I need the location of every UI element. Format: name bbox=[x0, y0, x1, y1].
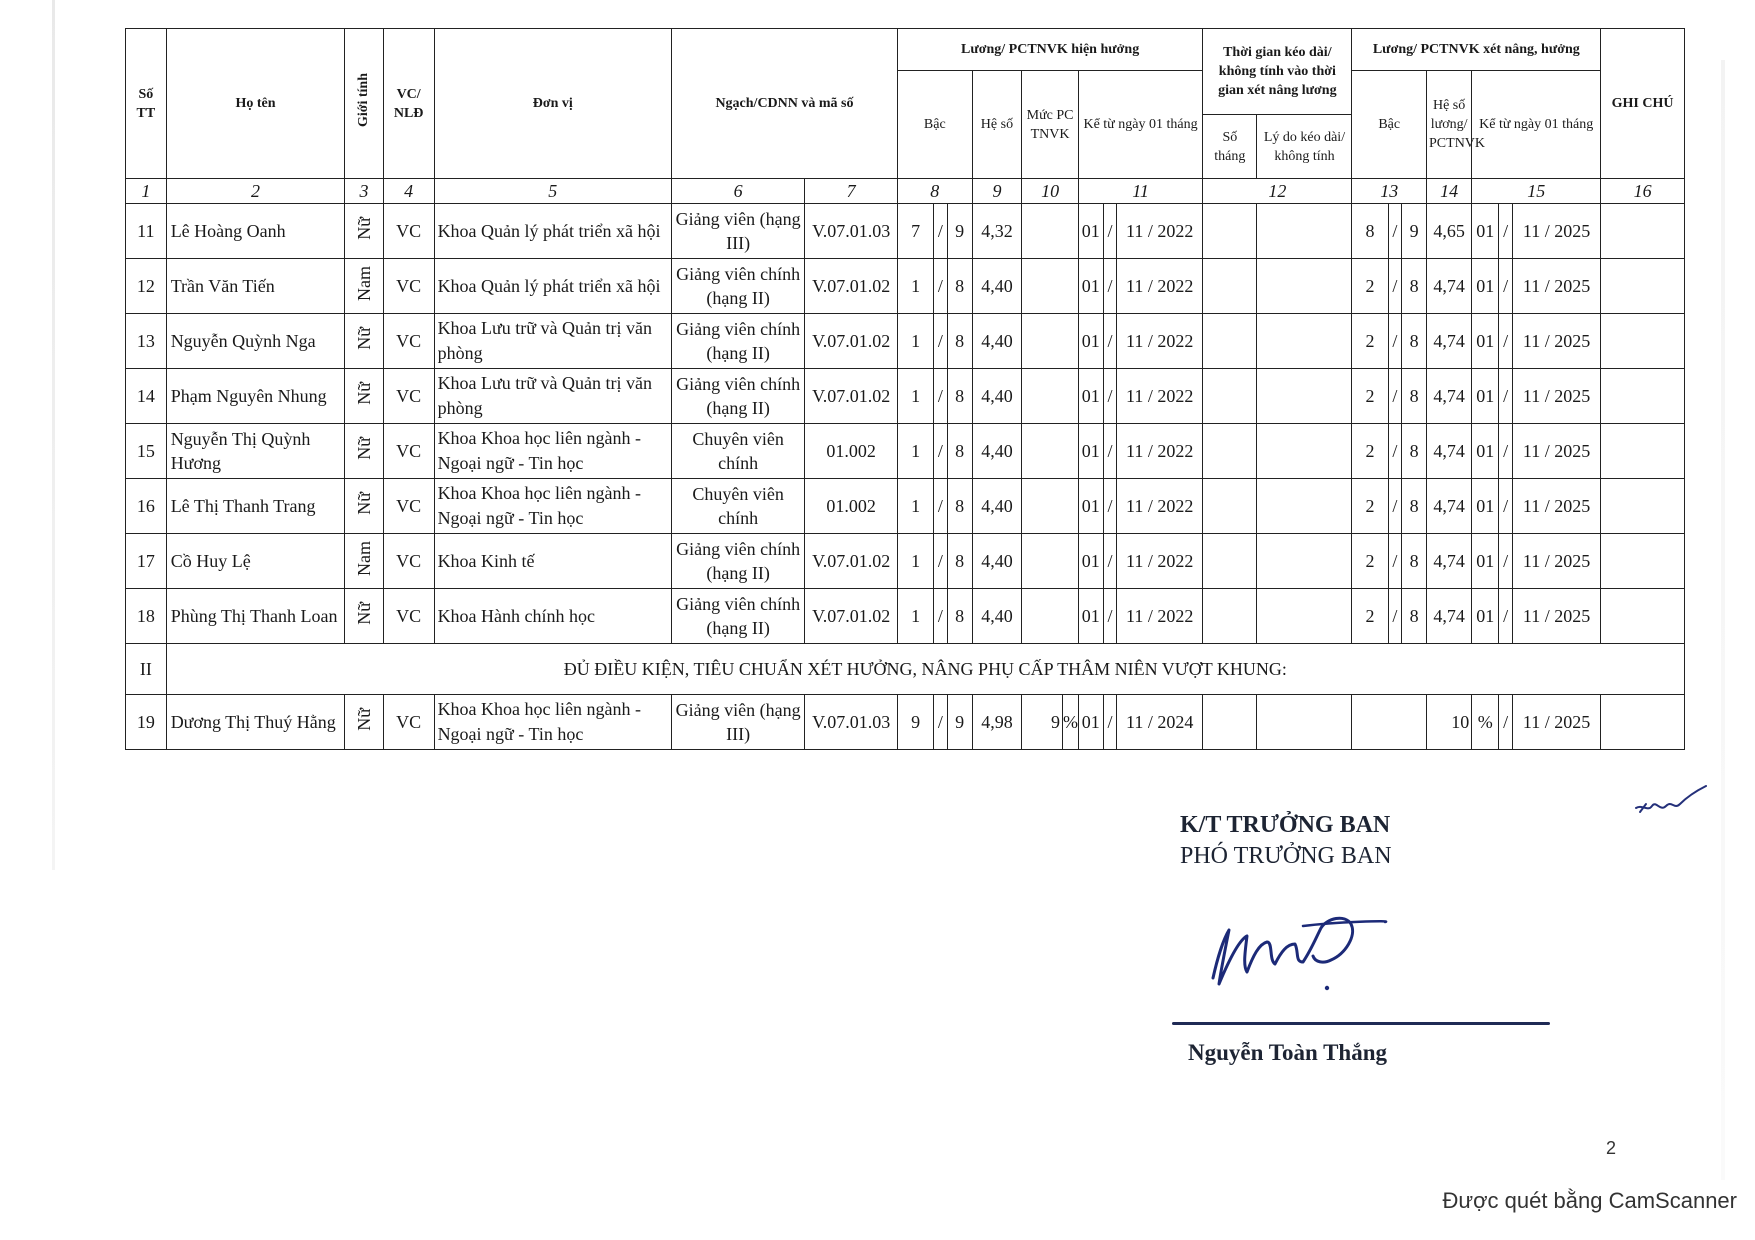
row-new-day: 01 bbox=[1472, 479, 1499, 534]
row-rank: Giảng viên chính (hạng II) bbox=[671, 369, 804, 424]
row-pc bbox=[1022, 259, 1079, 314]
row-rank: Giảng viên chính (hạng II) bbox=[671, 589, 804, 644]
section-row bbox=[126, 644, 1685, 695]
row-stt: 11 bbox=[126, 204, 167, 259]
scan-edge-right bbox=[1721, 60, 1725, 1180]
row-date: 11 / 2022 bbox=[1117, 479, 1203, 534]
row-stt: 16 bbox=[126, 479, 167, 534]
row-stt: 15 bbox=[126, 424, 167, 479]
row-name: Nguyễn Quỳnh Nga bbox=[166, 314, 345, 369]
row-new-bac-b: 8 bbox=[1402, 369, 1427, 424]
row-new-bac-b: 9 bbox=[1402, 204, 1427, 259]
row-date: 11 / 2022 bbox=[1117, 589, 1203, 644]
signature-block bbox=[1180, 812, 1480, 870]
row-new-day: 01 bbox=[1472, 369, 1499, 424]
row-gender: Nữ bbox=[345, 695, 383, 750]
row-new-heso: 4,65 bbox=[1427, 204, 1472, 259]
row-day: 01 bbox=[1078, 204, 1103, 259]
row-new-heso: 4,74 bbox=[1427, 314, 1472, 369]
row-new-date: 11 / 2025 bbox=[1512, 314, 1600, 369]
table-row bbox=[126, 479, 1685, 534]
header-new-from-date: Kể từ ngày 01 tháng bbox=[1472, 71, 1601, 179]
row-type: VC bbox=[383, 259, 434, 314]
page-number: 2 bbox=[1606, 1138, 1617, 1158]
row-rank: Giảng viên chính (hạng II) bbox=[671, 259, 804, 314]
row-heso: 4,40 bbox=[972, 479, 1022, 534]
slash: / bbox=[1103, 204, 1117, 259]
col-num-15: 15 bbox=[1472, 179, 1601, 204]
row-new-heso: 4,74 bbox=[1427, 369, 1472, 424]
row-reason bbox=[1257, 424, 1352, 479]
row-heso: 4,40 bbox=[972, 314, 1022, 369]
row-gender: Nữ bbox=[345, 204, 383, 259]
slash: / bbox=[1499, 589, 1513, 644]
table-row bbox=[126, 695, 1685, 750]
row-months bbox=[1203, 695, 1257, 750]
row-type: VC bbox=[383, 479, 434, 534]
col-num-8: 8 bbox=[898, 179, 973, 204]
row-bac-b: 8 bbox=[947, 369, 972, 424]
slash: / bbox=[934, 259, 948, 314]
col-num-6: 6 bbox=[671, 179, 804, 204]
row-bac-b: 8 bbox=[947, 314, 972, 369]
slash: / bbox=[1499, 534, 1513, 589]
row-new-date: 11 / 2025 bbox=[1512, 479, 1600, 534]
row-new-day: 01 bbox=[1472, 259, 1499, 314]
initial-mark bbox=[1632, 782, 1710, 822]
row-new-bac-a: 2 bbox=[1352, 534, 1388, 589]
row-type: VC bbox=[383, 204, 434, 259]
slash: / bbox=[1499, 259, 1513, 314]
row-new-date: 11 / 2025 bbox=[1512, 204, 1600, 259]
slash: / bbox=[1103, 369, 1117, 424]
row-note bbox=[1601, 204, 1685, 259]
row-bac-a: 9 bbox=[898, 695, 934, 750]
row-gender: Nam bbox=[345, 259, 383, 314]
header-months: Số tháng bbox=[1203, 115, 1257, 179]
row-note bbox=[1601, 314, 1685, 369]
header-new-bac: Bậc bbox=[1352, 71, 1427, 179]
row-code: V.07.01.02 bbox=[805, 369, 898, 424]
slash: / bbox=[1499, 204, 1513, 259]
row-new-pc-unit: % bbox=[1472, 695, 1499, 750]
header-from-date: Kể từ ngày 01 tháng bbox=[1078, 71, 1202, 179]
table-row bbox=[126, 204, 1685, 259]
row-unit: Khoa Quản lý phát triển xã hội bbox=[434, 259, 671, 314]
row-bac-a: 1 bbox=[898, 589, 934, 644]
row-rank: Giảng viên (hạng III) bbox=[671, 204, 804, 259]
col-num-10: 10 bbox=[1022, 179, 1079, 204]
row-code: V.07.01.03 bbox=[805, 204, 898, 259]
row-reason bbox=[1257, 259, 1352, 314]
row-new-day: 01 bbox=[1472, 204, 1499, 259]
row-gender: Nữ bbox=[345, 479, 383, 534]
row-date: 11 / 2022 bbox=[1117, 369, 1203, 424]
row-code: 01.002 bbox=[805, 479, 898, 534]
row-unit: Khoa Hành chính học bbox=[434, 589, 671, 644]
slash: / bbox=[934, 424, 948, 479]
row-bac-b: 9 bbox=[947, 695, 972, 750]
row-gender: Nữ bbox=[345, 589, 383, 644]
row-day: 01 bbox=[1078, 424, 1103, 479]
row-pc bbox=[1022, 204, 1079, 259]
row-day: 01 bbox=[1078, 259, 1103, 314]
row-stt: 12 bbox=[126, 259, 167, 314]
row-months bbox=[1203, 369, 1257, 424]
table-row bbox=[126, 424, 1685, 479]
row-bac-b: 8 bbox=[947, 534, 972, 589]
row-new-date: 11 / 2025 bbox=[1512, 534, 1600, 589]
row-stt: 13 bbox=[126, 314, 167, 369]
signer-subtitle: PHÓ TRƯỞNG BAN bbox=[1180, 843, 1392, 869]
row-pc bbox=[1022, 534, 1079, 589]
row-months bbox=[1203, 534, 1257, 589]
row-months bbox=[1203, 479, 1257, 534]
row-gender: Nữ bbox=[345, 369, 383, 424]
row-new-pc: 10 bbox=[1427, 695, 1472, 750]
slash: / bbox=[1103, 534, 1117, 589]
row-reason bbox=[1257, 314, 1352, 369]
header-name: Họ tên bbox=[166, 29, 345, 179]
row-code: V.07.01.02 bbox=[805, 259, 898, 314]
row-date: 11 / 2022 bbox=[1117, 259, 1203, 314]
row-new-bac-b: 8 bbox=[1402, 259, 1427, 314]
slash: / bbox=[934, 369, 948, 424]
header-gender: Giới tính bbox=[345, 29, 383, 179]
row-day: 01 bbox=[1078, 479, 1103, 534]
slash: / bbox=[1388, 424, 1402, 479]
row-type: VC bbox=[383, 589, 434, 644]
row-code: 01.002 bbox=[805, 424, 898, 479]
row-bac-a: 1 bbox=[898, 534, 934, 589]
row-months bbox=[1203, 204, 1257, 259]
row-months bbox=[1203, 259, 1257, 314]
row-rank: Giảng viên (hạng III) bbox=[671, 695, 804, 750]
row-stt: 18 bbox=[126, 589, 167, 644]
row-date: 11 / 2024 bbox=[1117, 695, 1203, 750]
row-rank: Giảng viên chính (hạng II) bbox=[671, 314, 804, 369]
col-num-5: 5 bbox=[434, 179, 671, 204]
slash: / bbox=[1388, 204, 1402, 259]
row-unit: Khoa Lưu trữ và Quản trị văn phòng bbox=[434, 369, 671, 424]
row-pc bbox=[1022, 314, 1079, 369]
row-new-date: 11 / 2025 bbox=[1512, 424, 1600, 479]
col-num-2: 2 bbox=[166, 179, 345, 204]
col-num-16: 16 bbox=[1601, 179, 1685, 204]
row-new-bac-b: 8 bbox=[1402, 534, 1427, 589]
slash: / bbox=[1388, 369, 1402, 424]
row-stt: 14 bbox=[126, 369, 167, 424]
slash: / bbox=[1499, 369, 1513, 424]
row-stt: 17 bbox=[126, 534, 167, 589]
row-new-day: 01 bbox=[1472, 589, 1499, 644]
table-row bbox=[126, 369, 1685, 424]
row-name: Phạm Nguyên Nhung bbox=[166, 369, 345, 424]
row-day: 01 bbox=[1078, 534, 1103, 589]
slash: / bbox=[1499, 479, 1513, 534]
row-rank: Chuyên viên chính bbox=[671, 479, 804, 534]
slash: / bbox=[1388, 259, 1402, 314]
row-rank: Chuyên viên chính bbox=[671, 424, 804, 479]
slash: / bbox=[1103, 589, 1117, 644]
header-note: GHI CHÚ bbox=[1601, 29, 1685, 179]
row-new-bac-a: 8 bbox=[1352, 204, 1388, 259]
row-gender: Nữ bbox=[345, 314, 383, 369]
row-reason bbox=[1257, 479, 1352, 534]
row-months bbox=[1203, 424, 1257, 479]
row-gender: Nam bbox=[345, 534, 383, 589]
row-code: V.07.01.02 bbox=[805, 314, 898, 369]
col-num-14: 14 bbox=[1427, 179, 1472, 204]
row-new-bac-a: 2 bbox=[1352, 424, 1388, 479]
row-note bbox=[1601, 369, 1685, 424]
row-name: Lê Thị Thanh Trang bbox=[166, 479, 345, 534]
row-name: Lê Hoàng Oanh bbox=[166, 204, 345, 259]
row-day: 01 bbox=[1078, 695, 1103, 750]
scan-edge-left bbox=[52, 0, 55, 870]
row-months bbox=[1203, 314, 1257, 369]
row-unit: Khoa Khoa học liên ngành - Ngoại ngữ - Tin học bbox=[434, 695, 671, 750]
row-heso: 4,98 bbox=[972, 695, 1022, 750]
row-type: VC bbox=[383, 314, 434, 369]
row-date: 11 / 2022 bbox=[1117, 424, 1203, 479]
row-note bbox=[1601, 259, 1685, 314]
row-bac-b: 9 bbox=[947, 204, 972, 259]
header-reason: Lý do kéo dài/ không tính bbox=[1257, 115, 1352, 179]
slash: / bbox=[934, 695, 948, 750]
row-new-bac bbox=[1352, 695, 1427, 750]
row-date: 11 / 2022 bbox=[1117, 534, 1203, 589]
slash: / bbox=[934, 204, 948, 259]
salary-table bbox=[125, 28, 1685, 750]
slash: / bbox=[1499, 314, 1513, 369]
row-new-day: 01 bbox=[1472, 424, 1499, 479]
col-num-1: 1 bbox=[126, 179, 167, 204]
row-name: Phùng Thị Thanh Loan bbox=[166, 589, 345, 644]
row-new-bac-a: 2 bbox=[1352, 589, 1388, 644]
row-pc bbox=[1022, 369, 1079, 424]
row-months bbox=[1203, 589, 1257, 644]
section-number: II bbox=[126, 644, 167, 695]
row-new-bac-a: 2 bbox=[1352, 259, 1388, 314]
row-type: VC bbox=[383, 369, 434, 424]
handwritten-signature bbox=[1195, 900, 1385, 1010]
header-unit: Đơn vị bbox=[434, 29, 671, 179]
table-row bbox=[126, 314, 1685, 369]
row-pc bbox=[1022, 479, 1079, 534]
row-code: V.07.01.02 bbox=[805, 589, 898, 644]
slash: / bbox=[1103, 695, 1117, 750]
row-bac-b: 8 bbox=[947, 589, 972, 644]
header-new-heso: Hệ số lương/ PCTNVK bbox=[1427, 71, 1472, 179]
row-stt: 19 bbox=[126, 695, 167, 750]
slash: / bbox=[1388, 589, 1402, 644]
row-bac-b: 8 bbox=[947, 424, 972, 479]
slash: / bbox=[1499, 695, 1513, 750]
row-gender: Nữ bbox=[345, 424, 383, 479]
slash: / bbox=[1388, 534, 1402, 589]
row-day: 01 bbox=[1078, 314, 1103, 369]
row-new-date: 11 / 2025 bbox=[1512, 695, 1600, 750]
row-date: 11 / 2022 bbox=[1117, 314, 1203, 369]
row-unit: Khoa Lưu trữ và Quản trị văn phòng bbox=[434, 314, 671, 369]
row-reason bbox=[1257, 589, 1352, 644]
row-new-bac-a: 2 bbox=[1352, 479, 1388, 534]
col-num-7: 7 bbox=[805, 179, 898, 204]
row-unit: Khoa Kinh tế bbox=[434, 534, 671, 589]
slash: / bbox=[1499, 424, 1513, 479]
row-new-bac-b: 8 bbox=[1402, 314, 1427, 369]
table-row bbox=[126, 534, 1685, 589]
row-note bbox=[1601, 479, 1685, 534]
header-bac: Bậc bbox=[898, 71, 973, 179]
row-type: VC bbox=[383, 424, 434, 479]
row-heso: 4,40 bbox=[972, 589, 1022, 644]
row-bac-a: 1 bbox=[898, 369, 934, 424]
row-new-heso: 4,74 bbox=[1427, 424, 1472, 479]
row-new-date: 11 / 2025 bbox=[1512, 589, 1600, 644]
signature-underline bbox=[1172, 1022, 1550, 1025]
row-reason bbox=[1257, 534, 1352, 589]
row-unit: Khoa Quản lý phát triển xã hội bbox=[434, 204, 671, 259]
row-note bbox=[1601, 534, 1685, 589]
row-bac-a: 1 bbox=[898, 424, 934, 479]
row-name: Dương Thị Thuý Hằng bbox=[166, 695, 345, 750]
row-day: 01 bbox=[1078, 369, 1103, 424]
header-current-salary: Lương/ PCTNVK hiện hưởng bbox=[898, 29, 1203, 71]
signer-title: K/T TRƯỞNG BAN bbox=[1180, 812, 1391, 838]
row-new-heso: 4,74 bbox=[1427, 479, 1472, 534]
row-bac-a: 7 bbox=[898, 204, 934, 259]
row-heso: 4,40 bbox=[972, 424, 1022, 479]
row-unit: Khoa Khoa học liên ngành - Ngoại ngữ - Tin học bbox=[434, 479, 671, 534]
table-row bbox=[126, 259, 1685, 314]
row-type: VC bbox=[383, 695, 434, 750]
row-unit: Khoa Khoa học liên ngành - Ngoại ngữ - Tin học bbox=[434, 424, 671, 479]
col-num-3: 3 bbox=[345, 179, 383, 204]
row-new-bac-b: 8 bbox=[1402, 589, 1427, 644]
row-new-date: 11 / 2025 bbox=[1512, 369, 1600, 424]
slash: / bbox=[1388, 479, 1402, 534]
row-new-bac-b: 8 bbox=[1402, 479, 1427, 534]
row-heso: 4,32 bbox=[972, 204, 1022, 259]
slash: / bbox=[1103, 424, 1117, 479]
col-num-4: 4 bbox=[383, 179, 434, 204]
row-code: V.07.01.02 bbox=[805, 534, 898, 589]
row-new-bac-a: 2 bbox=[1352, 314, 1388, 369]
row-new-bac-b: 8 bbox=[1402, 424, 1427, 479]
row-new-day: 01 bbox=[1472, 534, 1499, 589]
row-rank: Giảng viên chính (hạng II) bbox=[671, 534, 804, 589]
col-num-13: 13 bbox=[1352, 179, 1427, 204]
slash: / bbox=[934, 534, 948, 589]
row-heso: 4,40 bbox=[972, 369, 1022, 424]
scanner-watermark: Được quét bằng CamScanner bbox=[1442, 1188, 1737, 1213]
row-bac-a: 1 bbox=[898, 259, 934, 314]
row-date: 11 / 2022 bbox=[1117, 204, 1203, 259]
row-note bbox=[1601, 695, 1685, 750]
row-new-date: 11 / 2025 bbox=[1512, 259, 1600, 314]
row-bac-a: 1 bbox=[898, 479, 934, 534]
row-heso: 4,40 bbox=[972, 259, 1022, 314]
header-vc: VC/ NLĐ bbox=[383, 29, 434, 179]
slash: / bbox=[934, 314, 948, 369]
row-bac-b: 8 bbox=[947, 259, 972, 314]
row-name: Cồ Huy Lệ bbox=[166, 534, 345, 589]
row-day: 01 bbox=[1078, 589, 1103, 644]
slash: / bbox=[1103, 479, 1117, 534]
row-new-day: 01 bbox=[1472, 314, 1499, 369]
col-num-11: 11 bbox=[1078, 179, 1202, 204]
row-pc bbox=[1022, 589, 1079, 644]
row-bac-a: 1 bbox=[898, 314, 934, 369]
section-title: ĐỦ ĐIỀU KIỆN, TIÊU CHUẨN XÉT HƯỞNG, NÂNG PHỤ CẤP THÂM NIÊN VƯỢT KHUNG: bbox=[166, 644, 1684, 695]
slash: / bbox=[934, 479, 948, 534]
row-note bbox=[1601, 424, 1685, 479]
header-rank: Ngạch/CDNN và mã số bbox=[671, 29, 897, 179]
col-num-9: 9 bbox=[972, 179, 1022, 204]
row-new-heso: 4,74 bbox=[1427, 589, 1472, 644]
row-new-heso: 4,74 bbox=[1427, 259, 1472, 314]
row-name: Nguyễn Thị Quỳnh Hương bbox=[166, 424, 345, 479]
header-heso: Hệ số bbox=[972, 71, 1022, 179]
row-pc bbox=[1022, 424, 1079, 479]
header-pc: Mức PC TNVK bbox=[1022, 71, 1079, 179]
header-new-salary: Lương/ PCTNVK xét nâng, hưởng bbox=[1352, 29, 1601, 71]
row-reason bbox=[1257, 369, 1352, 424]
row-heso: 4,40 bbox=[972, 534, 1022, 589]
row-pc-unit: % bbox=[1063, 695, 1079, 750]
slash: / bbox=[1103, 314, 1117, 369]
row-reason bbox=[1257, 695, 1352, 750]
signer-name: Nguyễn Toàn Thắng bbox=[1188, 1040, 1388, 1065]
row-reason bbox=[1257, 204, 1352, 259]
row-type: VC bbox=[383, 534, 434, 589]
slash: / bbox=[1103, 259, 1117, 314]
slash: / bbox=[1388, 314, 1402, 369]
row-new-heso: 4,74 bbox=[1427, 534, 1472, 589]
col-num-12: 12 bbox=[1203, 179, 1352, 204]
slash: / bbox=[934, 589, 948, 644]
row-pc: 9 bbox=[1022, 695, 1063, 750]
row-code: V.07.01.03 bbox=[805, 695, 898, 750]
header-extension: Thời gian kéo dài/ không tính vào thời gian xét nâng lương bbox=[1203, 29, 1352, 115]
header-stt: Số TT bbox=[126, 29, 167, 179]
row-note bbox=[1601, 589, 1685, 644]
row-bac-b: 8 bbox=[947, 479, 972, 534]
row-name: Trần Văn Tiến bbox=[166, 259, 345, 314]
row-new-bac-a: 2 bbox=[1352, 369, 1388, 424]
table-row bbox=[126, 589, 1685, 644]
